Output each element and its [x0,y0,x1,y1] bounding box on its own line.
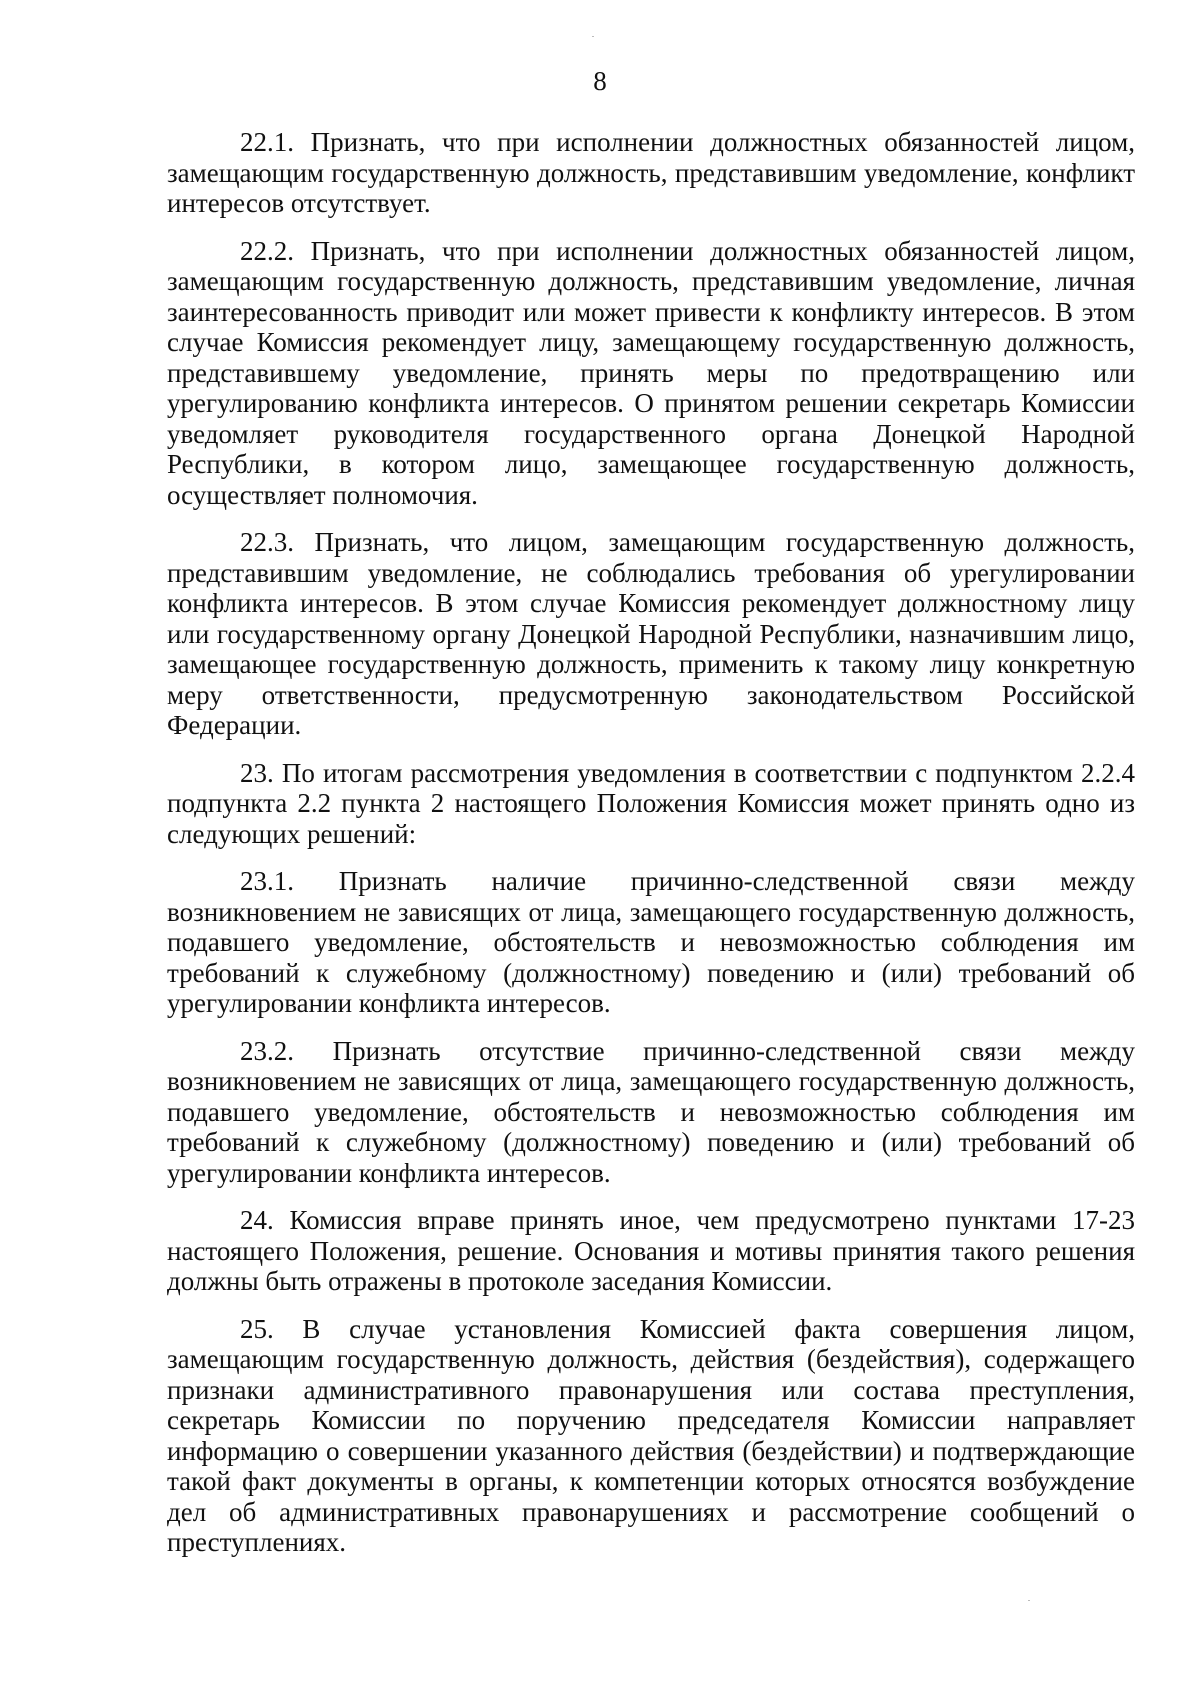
scan-speck-top [592,36,594,37]
paragraph-24: 24. Комиссия вправе принять иное, чем предусмотрено пунктами 17-23 настоящего Положения, решение. Основания и мотивы принятия такого решения должны быть отражены в протоколе заседания Комиссии. [167,1205,1135,1296]
paragraph-23-1: 23.1. Признать наличие причинно-следственной связи между возникновением не зависящих от лица, замещающего государственную должность, подавшего уведомление, обстоятельств и невозможностью соблюдения им требований к служебному (должностному) поведению и (или) требований об урегулировании конфликта интересов. [167,866,1135,1018]
document-body [167,127,1135,1575]
paragraph-23: 23. По итогам рассмотрения уведомления в соответствии с подпунктом 2.2.4 подпункта 2.2 пункта 2 настоящего Положения Комиссия может принять одно из следующих решений: [167,757,1135,849]
page-number: 8 [593,66,607,96]
paragraph-25: 25. В случае установления Комиссией факта совершения лицом, замещающим государственную должность, действия (бездействия), содержащего признаки административного правонарушения или состава преступления, секретарь Комиссии по поручению председателя Комиссии направляет информацию о совершении указанного действия (бездействии) и подтверждающие такой факт документы в органы, к компетенции которых относятся возбуждение дел об административных правонарушениях и рассмотрение сообщений о преступлениях. [167,1313,1135,1557]
paragraph-23-2: 23.2. Признать отсутствие причинно-следственной связи между возникновением не зависящих от лица, замещающего государственную должность, подавшего уведомление, обстоятельств и невозможностью соблюдения им требований к служебному (должностному) поведению и (или) требований об урегулировании конфликта интересов. [167,1035,1135,1188]
paragraph-22-3: 22.3. Признать, что лицом, замещающим государственную должность, представившим уведомление, не соблюдались требования об урегулировании конфликта интересов. В этом случае Комиссия рекомендует должностному лицу или государственному органу Донецкой Народной Республики, назначившим лицо, замещающее государственную должность, применить к такому лицу конкретную меру ответственности, предусмотренную законодательством Российской Федерации. [167,527,1135,740]
paragraph-22-1: 22.1. Признать, что при исполнении должностных обязанностей лицом, замещающим государственную должность, представившим уведомление, конфликт интересов отсутствует. [167,127,1135,218]
scan-speck-bottom [1028,1600,1030,1601]
paragraph-22-2: 22.2. Признать, что при исполнении должностных обязанностей лицом, замещающим государственную должность, представившим уведомление, личная заинтересованность приводит или может привести к конфликту интересов. В этом случае Комиссия рекомендует лицу, замещающему государственную должность, представившему уведомление, принять меры по предотвращению или урегулированию конфликта интересов. О принятом решении секретарь Комиссии уведомляет руководителя государственного органа Донецкой Народной Республики, в котором лицо, замещающее государственную должность, осуществляет полномочия. [167,235,1135,510]
